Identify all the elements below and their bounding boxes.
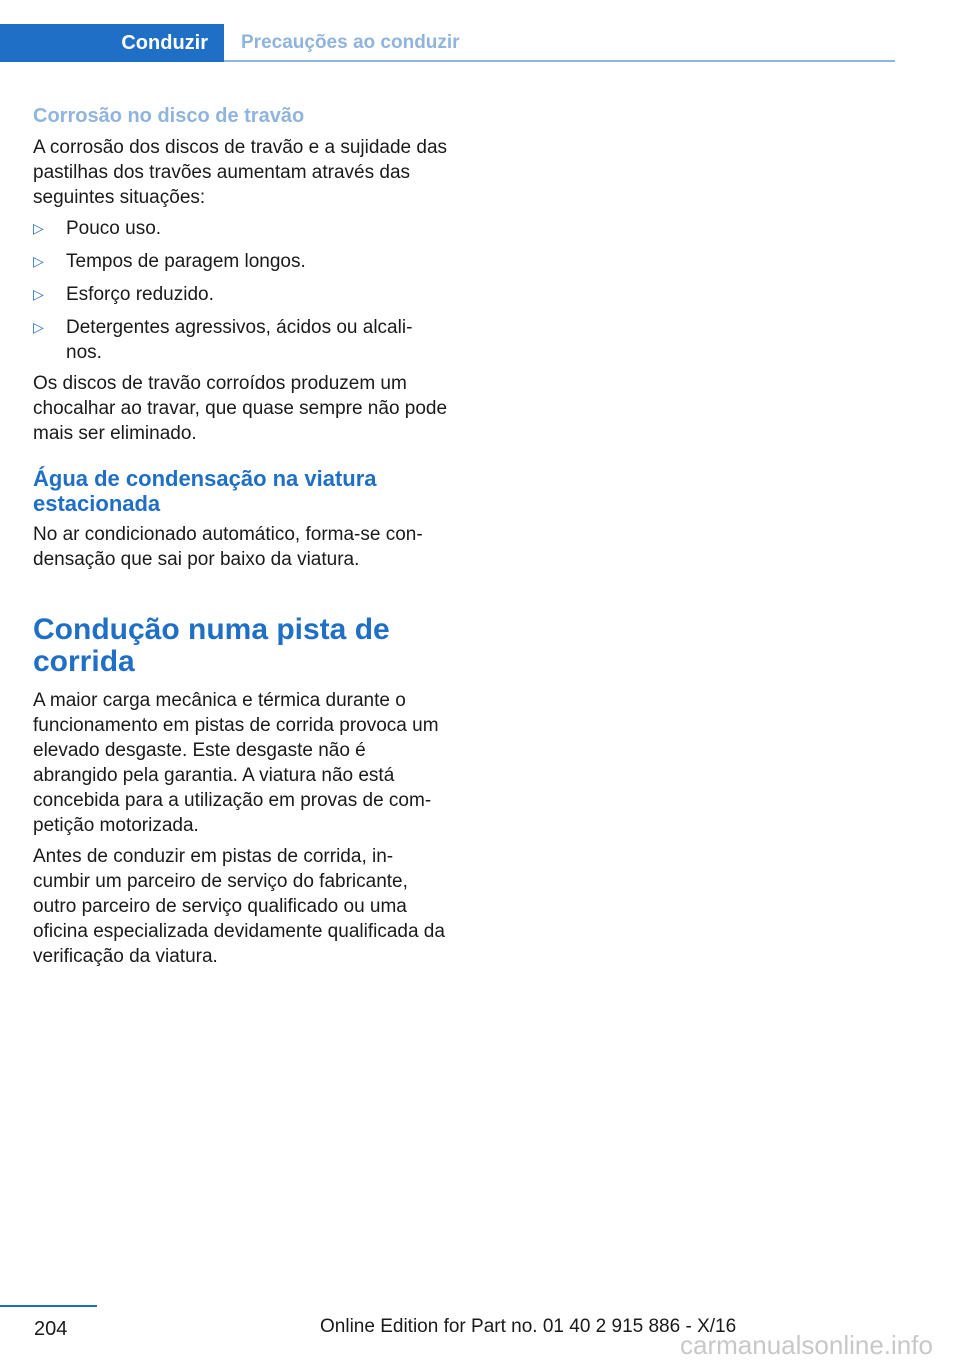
triangle-bullet-icon: ▷ xyxy=(33,319,44,335)
chapter-tab[interactable] xyxy=(0,24,224,62)
list-item-text: Esforço reduzido. xyxy=(66,284,214,305)
list-item xyxy=(33,249,448,274)
page-number-rule xyxy=(0,1305,97,1307)
watermark: carmanualsonline.info xyxy=(680,1330,933,1360)
list-item xyxy=(33,216,448,241)
triangle-bullet-icon: ▷ xyxy=(33,253,44,269)
list-item xyxy=(33,315,448,365)
chapter-tab-label: Conduzir xyxy=(121,31,208,54)
page-content xyxy=(33,103,448,969)
brake-corrosion-intro: A corrosão dos discos de travão e a sujidade das pastilhas dos travões aumentam através das seguintes situações: xyxy=(33,137,448,208)
list-item-text: Tempos de paragem longos. xyxy=(66,251,306,272)
page-number: 204 xyxy=(34,1318,68,1340)
list-item-text: Pouco uso. xyxy=(66,218,162,239)
section-title-brake-corrosion: Corrosão no disco de travão xyxy=(33,105,305,127)
race-track-paragraph-1: A maior carga mecânica e térmica durante o funcionamento em pistas de corrida provoca um elevado desgaste. Este desgaste não é abrangido pela garantia. A viatura não está concebida para a utilização em provas de com-petição motorizada. xyxy=(33,690,439,836)
brake-corrosion-list xyxy=(33,216,448,365)
edition-note: Online Edition for Part no. 01 40 2 915 886 - X/16 xyxy=(320,1316,737,1337)
section-breadcrumb-label: Precauções ao conduzir xyxy=(241,32,460,53)
section-title-race-track: Condução numa pista de corrida xyxy=(33,613,390,678)
race-track-paragraph-2: Antes de conduzir em pistas de corrida, in-cumbir um parceiro de serviço do fabricante, outro parceiro de serviço qualificado ou uma oficina especializada devidamente qualificada da verificação da viatura. xyxy=(33,846,445,967)
section-title-condensation: Água de condensação na viatura estacionada xyxy=(33,466,377,516)
header-divider xyxy=(224,60,895,62)
list-item-text: Detergentes agressivos, ácidos ou alcali-nos. xyxy=(66,317,413,363)
triangle-bullet-icon: ▷ xyxy=(33,286,44,302)
page-header xyxy=(0,0,960,64)
section-breadcrumb[interactable] xyxy=(241,24,460,62)
triangle-bullet-icon: ▷ xyxy=(33,220,44,236)
condensation-body: No ar condicionado automático, forma-se con-densação que sai por baixo da viatura. xyxy=(33,524,423,570)
list-item xyxy=(33,282,448,307)
brake-corrosion-outro: Os discos de travão corroídos produzem um chocalhar ao travar, que quase sempre não pode mais ser eliminado. xyxy=(33,373,448,444)
